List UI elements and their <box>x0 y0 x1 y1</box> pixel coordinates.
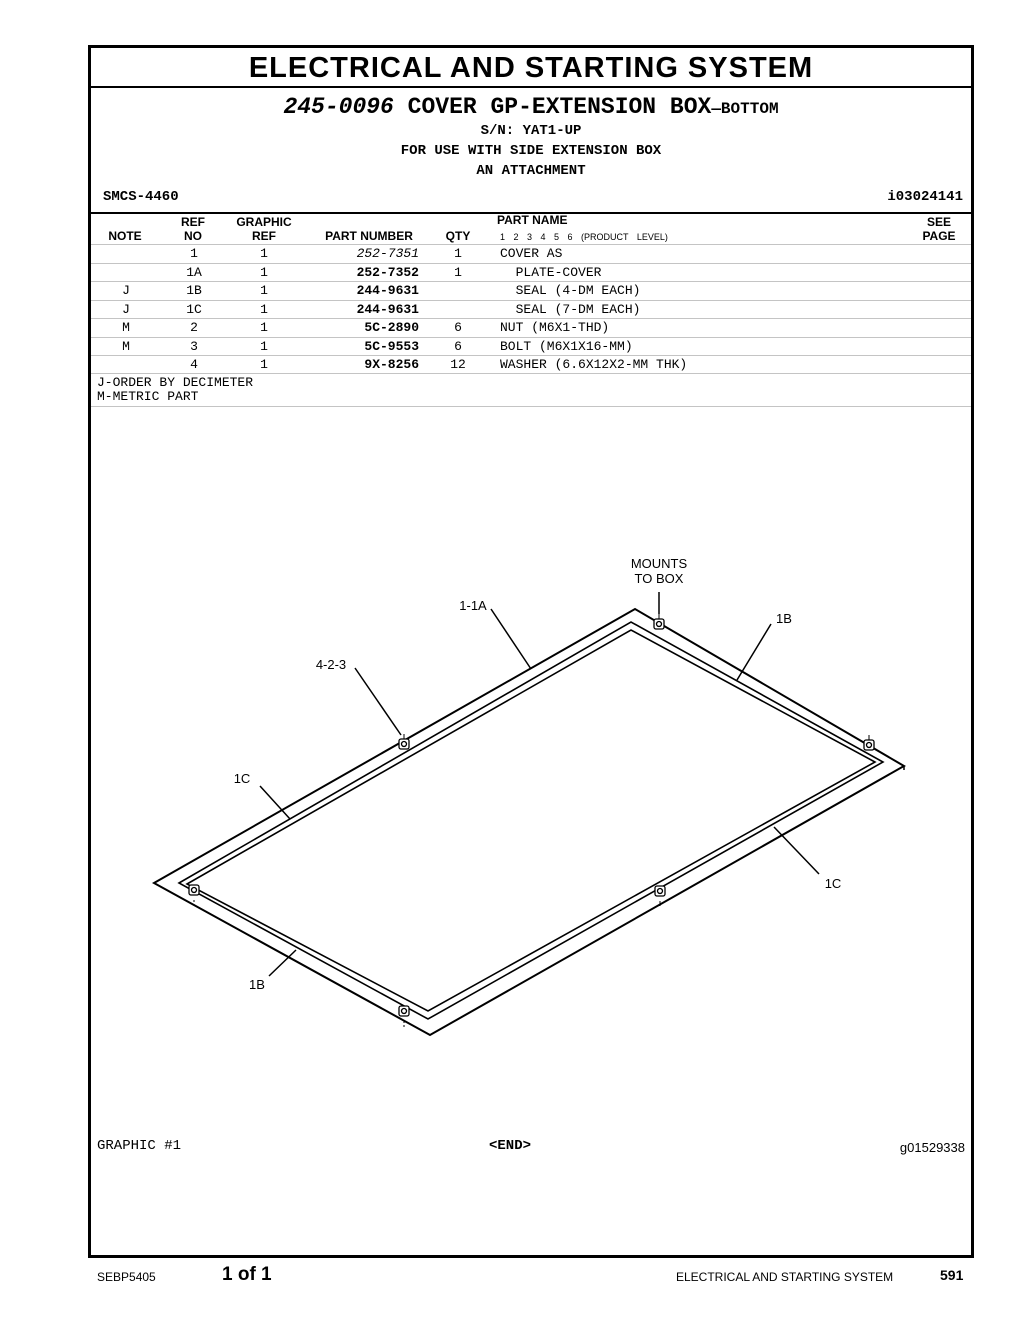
row-qty: 6 <box>454 320 462 335</box>
row-ref-no: 4 <box>190 357 198 372</box>
row-part-name: COVER AS <box>500 246 563 261</box>
nut-bolt-icon <box>399 739 409 749</box>
row-graphic-ref: 1 <box>260 302 268 317</box>
row-part-name: SEAL (4-DM EACH) <box>500 283 641 298</box>
row-qty: 6 <box>454 339 462 354</box>
header-see-1: SEE <box>926 215 951 229</box>
group-number: 245-0096 <box>283 94 394 120</box>
row-graphic-ref: 1 <box>260 283 268 298</box>
header-graphic-1: GRAPHIC <box>236 215 292 229</box>
row-part-number: 5C-2890 <box>364 320 419 335</box>
row-part-number: 9X-8256 <box>364 357 419 372</box>
row-graphic-ref: 1 <box>260 320 268 335</box>
nut-bolt-icon <box>399 1006 409 1016</box>
header-see-2: PAGE <box>922 229 956 243</box>
callout-mounts-1: MOUNTS <box>630 556 688 571</box>
header-graphic-2: REF <box>252 229 276 243</box>
nut-bolt-icon <box>864 740 874 750</box>
leader-4-2-3 <box>355 668 401 735</box>
row-part-number: 244-9631 <box>356 283 419 298</box>
callout-4-2-3: 4-2-3 <box>315 657 347 672</box>
cover-plate-outline <box>154 609 904 1035</box>
row-note: M <box>122 339 130 354</box>
callout-1c-right: 1C <box>824 876 842 891</box>
row-ref-no: 1C <box>186 302 202 317</box>
callout-1c-left: 1C <box>233 771 251 786</box>
graphic-id: g01529338 <box>899 1140 965 1155</box>
row-part-name: WASHER (6.6X12X2-MM THK) <box>500 357 688 372</box>
callout-1b-bottom: 1B <box>249 977 265 992</box>
footer-doc-number: SEBP5405 <box>97 1270 156 1284</box>
header-ref-1: REF <box>181 215 205 229</box>
nut-bolt-icon <box>655 886 665 896</box>
row-note: J <box>122 283 130 298</box>
row-part-number: 252-7352 <box>356 265 419 280</box>
row-part-number: 252-7351 <box>356 246 419 261</box>
callout-mounts-2: TO BOX <box>634 571 684 586</box>
row-part-name: PLATE-COVER <box>500 265 602 280</box>
end-marker: <END> <box>489 1138 532 1154</box>
row-graphic-ref: 1 <box>260 357 268 372</box>
leader-1b-top <box>737 624 771 680</box>
callout-1-1a: 1-1A <box>459 598 487 613</box>
row-part-number: 5C-9553 <box>364 339 419 354</box>
row-note: J <box>122 302 130 317</box>
header-qty: QTY <box>445 229 471 243</box>
nut-bolt-icon <box>189 885 199 895</box>
row-ref-no: 2 <box>190 320 198 335</box>
header-note: NOTE <box>108 229 142 243</box>
row-qty: 12 <box>450 357 466 372</box>
row-ref-no: 1 <box>190 246 198 261</box>
footer-page-number: 591 <box>940 1267 964 1283</box>
header-product-levels: 1 2 3 4 5 6 (PRODUCT LEVEL) <box>500 232 668 242</box>
row-part-number: 244-9631 <box>356 302 419 317</box>
note-m: M-METRIC PART <box>97 389 199 404</box>
header-part-number: PART NUMBER <box>325 229 413 243</box>
row-part-name: SEAL (7-DM EACH) <box>500 302 641 317</box>
group-suffix: —BOTTOM <box>711 100 779 118</box>
info-id: i03024141 <box>887 189 963 205</box>
nut-bolt-icon <box>654 619 664 629</box>
page-frame <box>88 45 974 1258</box>
row-qty: 1 <box>454 265 462 280</box>
row-graphic-ref: 1 <box>260 339 268 354</box>
smcs-code: SMCS-4460 <box>103 189 179 205</box>
leader-1-1a <box>491 609 531 669</box>
usage-line-1: FOR USE WITH SIDE EXTENSION BOX <box>400 143 662 159</box>
page-title: ELECTRICAL AND STARTING SYSTEM <box>91 48 971 88</box>
row-ref-no: 3 <box>190 339 198 354</box>
row-graphic-ref: 1 <box>260 246 268 261</box>
parts-illustration <box>91 48 971 1248</box>
footer-section: ELECTRICAL AND STARTING SYSTEM <box>676 1270 894 1284</box>
row-part-name: NUT (M6X1-THD) <box>500 320 610 335</box>
row-part-name: BOLT (M6X1X16-MM) <box>500 339 633 354</box>
header-part-name: PART NAME <box>497 213 568 227</box>
note-j: J-ORDER BY DECIMETER <box>97 375 254 390</box>
callout-1b-top: 1B <box>776 611 792 626</box>
leader-1c-right <box>774 827 819 874</box>
header-ref-2: NO <box>184 229 202 243</box>
row-note: M <box>122 320 130 335</box>
row-ref-no: 1A <box>186 265 202 280</box>
row-graphic-ref: 1 <box>260 265 268 280</box>
group-name: COVER GP-EXTENSION BOX <box>407 94 712 120</box>
footer-page-of: 1 of 1 <box>222 1264 272 1285</box>
row-ref-no: 1B <box>186 283 202 298</box>
usage-line-2: AN ATTACHMENT <box>476 163 586 179</box>
serial-range: S/N: YAT1-UP <box>480 123 582 139</box>
row-qty: 1 <box>454 246 462 261</box>
graphic-label: GRAPHIC #1 <box>97 1138 182 1154</box>
